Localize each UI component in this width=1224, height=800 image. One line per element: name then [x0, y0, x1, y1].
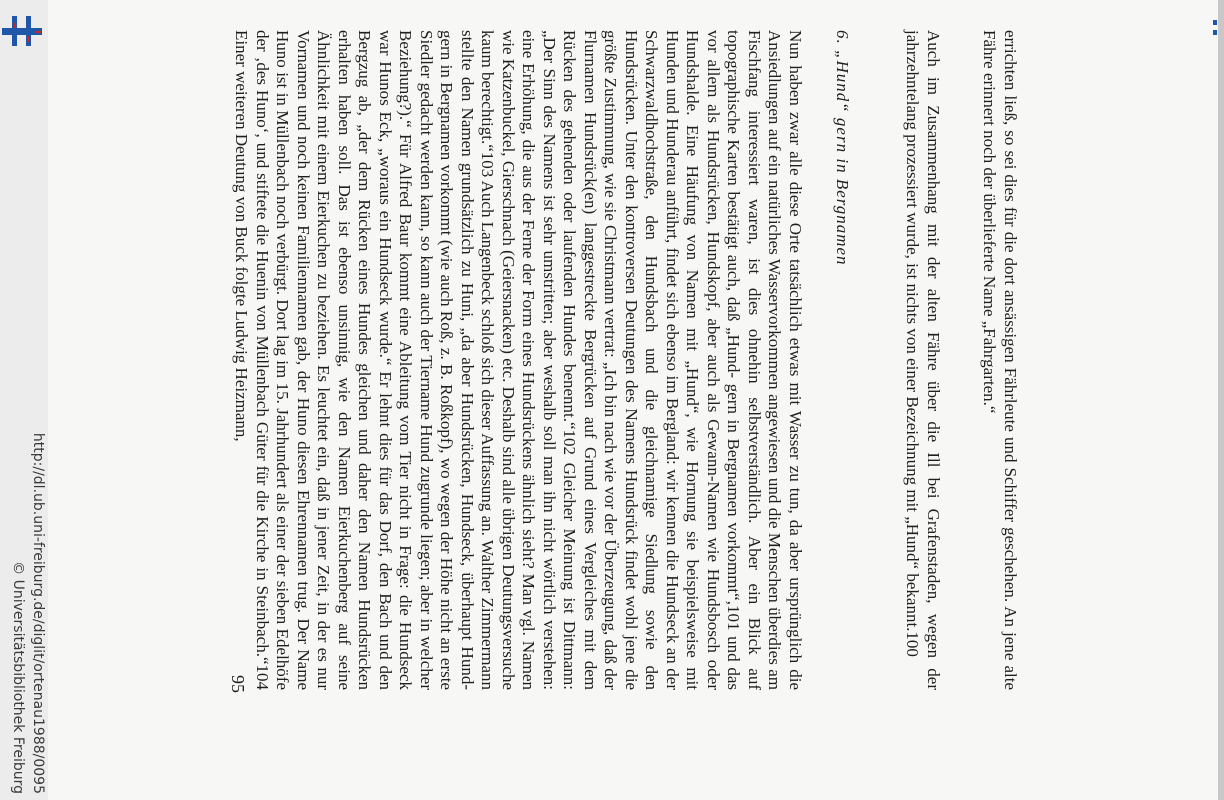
copyright-notice: © Universitätsbibliothek Freiburg	[10, 561, 26, 794]
paragraph-3: Nun haben zwar alle diese Orte tatsächlich etwas mit Wasser zu tun, da aber ursprünglich die Ansiedlungen auf ein natürliches Wasservorkommen angewiesen und die Menschen überdies am Fischfang interessiert waren, ist dies ohnehin selbstverständlich. Aber ein Blick auf topographische Karten bestätigt auch, daß „Hund- gern in Bergnamen vorkommt“,101 und das vor allem als Hundsrücken, Hundskopf, aber auch als Gewann-Namen wie Hundsbosch oder Hundshalde. Eine Häufung von Namen mit „Hund“, wie Hornung sie beispielsweise mit Hunden und Hunderau anführt, findet sich ebenso im Bergland: wir kennen die Hundseck an der Schwarzwaldhochstraße, den Hundsbach und die gleichnamige Siedlung sowie den Hundsrücken. Unter den kontroversen Deutungen des Namens Hundsrück findet wohl jene die größte Zustimmung, wie sie Christmann vertrat: „Ich bin nach wie vor der Überzeugung, daß der Flurnamen Hundsrück(en) langgestreckte Bergrücken auf Grund eines Vergleiches mit dem Rücken des gehenden oder laufenden Hundes benennt.“102 Gleicher Meinung ist Dittmann: „Der Sinn des Namens ist sehr umstritten; aber weshalb soll man ihn nicht wörtlich verstehen: eine Erhöhung, die aus der Ferne der Form eines Hundsrückens ähnlich sieht? Man vgl. Namen wie Katzenbuckel, Gierschnach (Geiersnacken) etc. Deshalb sind alle übrigen Deutungsversuche kaum berechtigt.“103 Auch Langenbeck schloß sich dieser Auffassung an. Walther Zimmermann stellte den Namen grundsätzlich zu Huni, „da aber Hundsrücken, Hundseck, überhaupt Hund- gern in Bergnamen vorkommt (wie auch Roß, z. B. Roßkopf), wo wegen der Höhe nicht an erste Siedler gedacht werden kann, so kann auch der Tiername Hund zugrunde liegen; aber in welcher Beziehung?).“ Für Alfred Baur kommt eine Ableitung vom Tier nicht in Frage: die Hundseck war Hunos Eck, „woraus ein Hundseck wurde.“ Er lehnt dies für das Dorf, den Bach und den Bergzug ab, „der dem Rücken eines Hundes gleichen und daher den Namen Hundsrücken erhalten haben soll. Das ist ebenso unsinnig, wie den Namen Eierkuchenberg auf seine Ähnlichkeit mit einem Eierkuchen zu beziehen. Es leuchtet ein, daß in jener Zeit, in der es nur Vornamen und noch keinen Familiennamen gab, der Huno diesen Ehrennamen trug. Der Name Huno ist in Müllenbach noch verbürgt. Dort lag im 15. Jahrhundert als einer der sieben Edelhöfe der ‚des Huno‘, und stiftete die Huenin von Müllenbach Güter für die Kirche in Steinbach.“104 Einer weiteren Deutung von Buck folgte Ludwig Heizmann,	[232, 30, 805, 690]
section-heading: 6. „Hund“ gern in Bergnamen	[833, 30, 852, 266]
edge-marker-icon	[1213, 20, 1217, 36]
page-number: 95	[228, 675, 248, 693]
right-edge	[1218, 0, 1224, 800]
paragraph-2: Auch im Zusammenhang mit der alten Fähre über die Ill bei Grafenstaden, wegen der jahrzehntelang prozessiert wurde, ist nichts von einer Bezeichnung mit „Hund“ bekannt.100	[903, 30, 943, 690]
source-url[interactable]: http://dl.ub.uni-freiburg.de/diglit/ortenau1988/0095	[30, 432, 46, 794]
page-content	[0, 30, 1020, 770]
paragraph-1: errichten ließ, so sei dies für die dort ansässigen Fährleute und Schiffer geschehen. An jene alte Fähre erinnert noch der überlieferte Name „Fahrgarten.“	[980, 30, 1020, 690]
footer	[0, 4, 48, 794]
